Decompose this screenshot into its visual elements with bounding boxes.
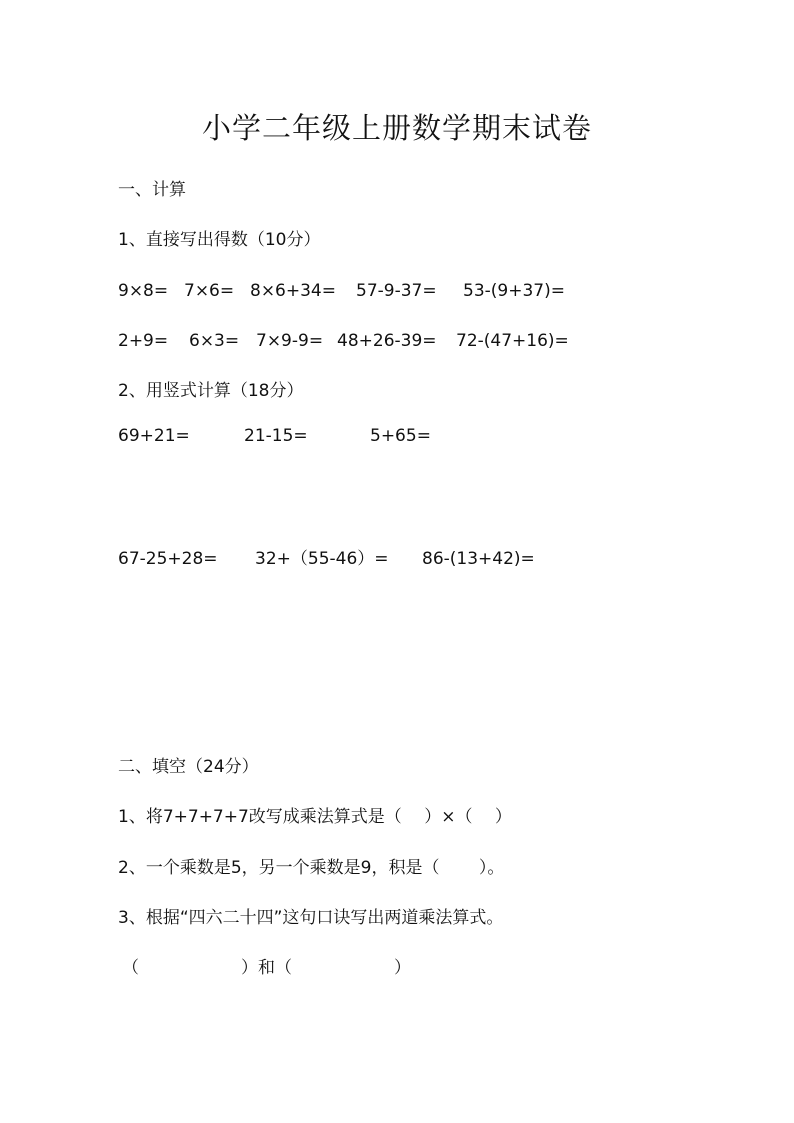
problem: 6×3= — [189, 331, 240, 351]
problem: 53-(9+37)= — [463, 281, 565, 301]
page-title: 小学二年级上册数学期末试卷 — [201, 111, 592, 145]
fill-question-1: 1、将7+7+7+7改写成乘法算式是（ ）×（ ） — [118, 807, 512, 827]
problem: 8×6+34= — [250, 281, 336, 301]
problem: 48+26-39= — [337, 331, 437, 351]
problem: 32+（55-46）= — [255, 549, 389, 569]
section-2-heading: 二、填空（24分） — [118, 757, 259, 777]
problem: 21-15= — [244, 426, 308, 446]
problem: 7×9-9= — [256, 331, 324, 351]
problem: 5+65= — [370, 426, 431, 446]
problem: 2+9= — [118, 331, 169, 351]
question-1-1-label: 1、直接写出得数（10分） — [118, 230, 321, 250]
problem: 9×8= — [118, 281, 169, 301]
problem: 67-25+28= — [118, 549, 218, 569]
fill-question-3: 3、根据“四六二十四”这句口诀写出两道乘法算式。 — [118, 908, 504, 928]
section-1-heading: 一、计算 — [118, 180, 186, 200]
problem: 72-(47+16)= — [456, 331, 569, 351]
problem: 69+21= — [118, 426, 190, 446]
problem: 7×6= — [184, 281, 235, 301]
fill-question-2: 2、一个乘数是5，另一个乘数是9，积是（ ）。 — [118, 858, 505, 878]
fill-question-3-blanks: （ ）和（ ） — [122, 958, 411, 978]
problem: 57-9-37= — [356, 281, 437, 301]
problem: 86-(13+42)= — [422, 549, 535, 569]
question-1-2-label: 2、用竖式计算（18分） — [118, 381, 304, 401]
